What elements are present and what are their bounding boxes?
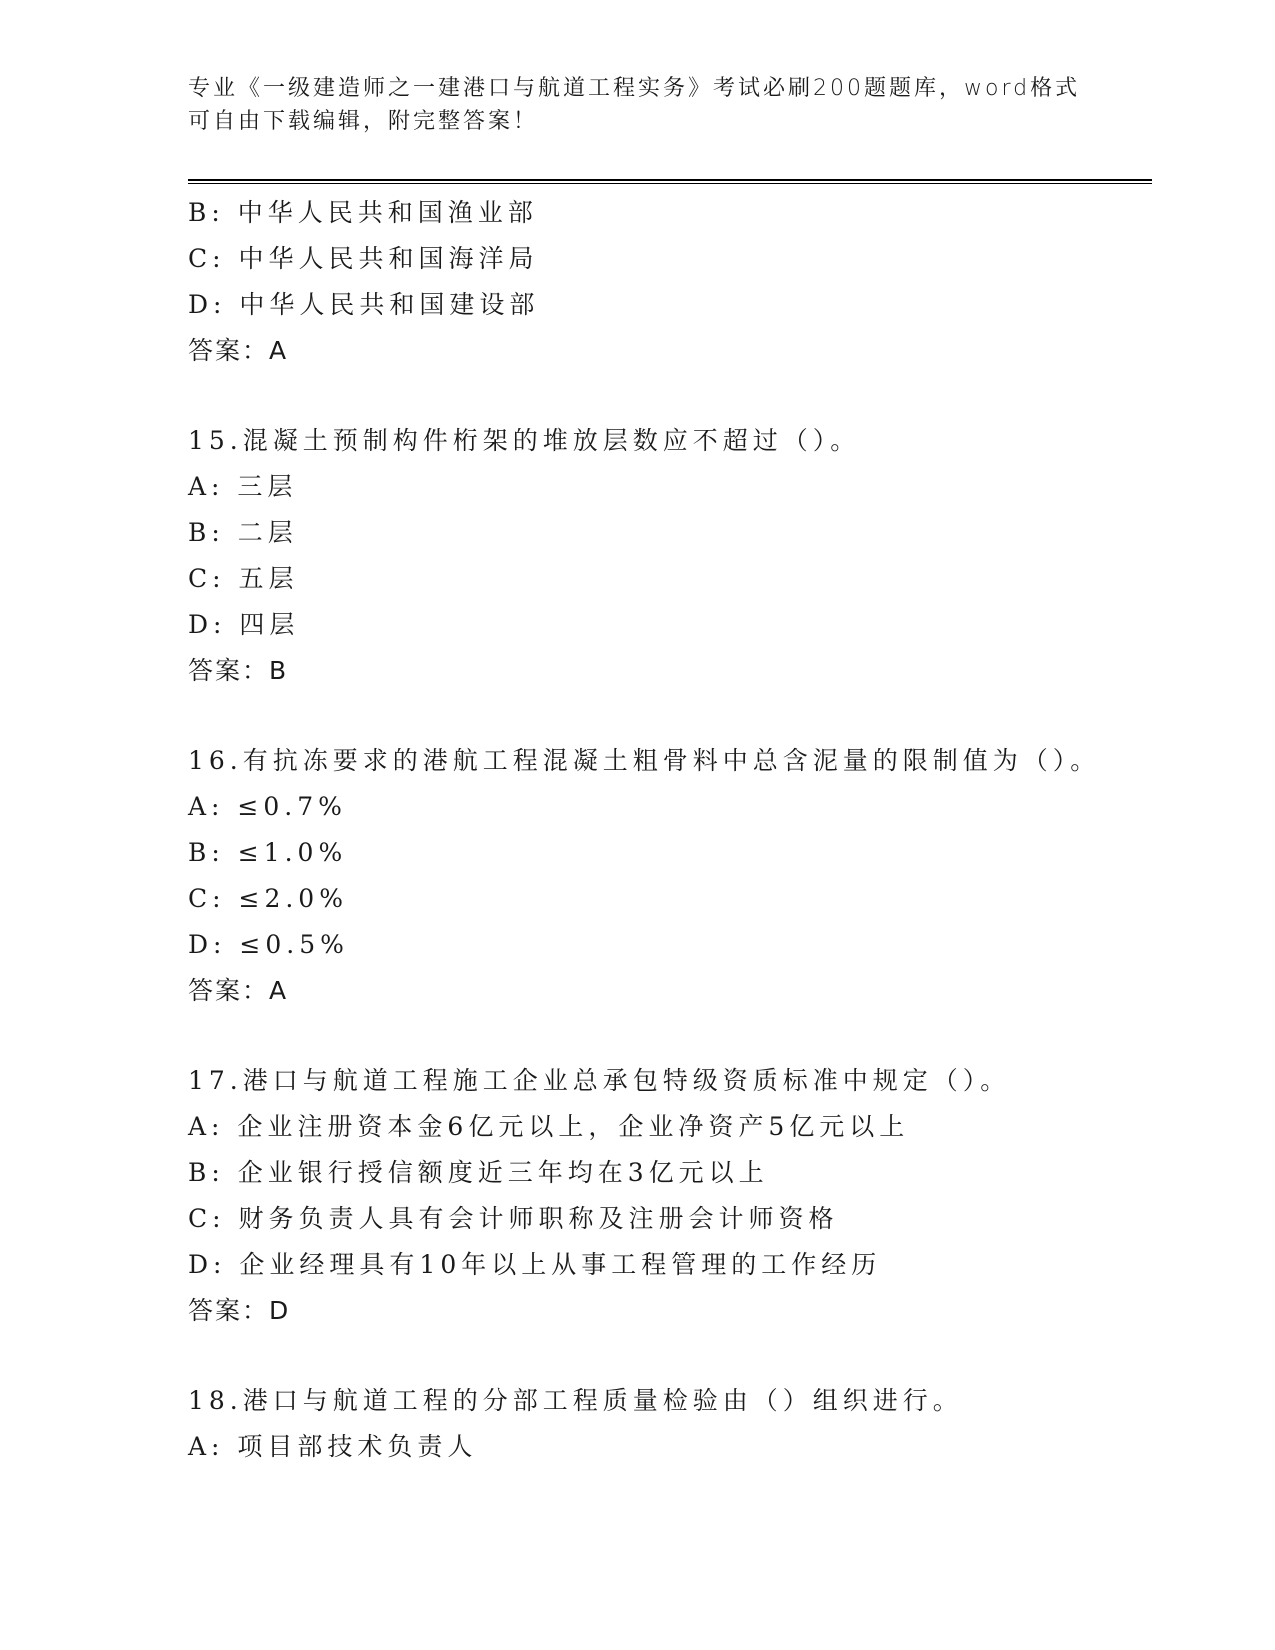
answer-line: 答案：D [188, 1296, 291, 1325]
question-stem: 17.港口与航道工程施工企业总承包特级资质标准中规定（）。 [188, 1066, 1011, 1095]
question-stem: 18.港口与航道工程的分部工程质量检验由（）组织进行。 [188, 1386, 963, 1415]
option-c: C: 五层 [188, 564, 299, 593]
document-header [188, 72, 1088, 138]
header-line-2: 可自由下载编辑，附完整答案！ [188, 109, 539, 134]
question-stem: 15.混凝土预制构件桁架的堆放层数应不超过（）。 [188, 426, 861, 455]
option-a: A: 三层 [188, 472, 298, 501]
option-d: D: ≤0.5% [188, 930, 349, 959]
question-block-17 [188, 1058, 1148, 1334]
option-a: A: 项目部技术负责人 [188, 1432, 478, 1461]
answer-line: 答案：B [188, 656, 289, 685]
option-b: B: 企业银行授信额度近三年均在3亿元以上 [188, 1158, 769, 1187]
option-a: A: ≤0.7% [188, 792, 347, 821]
answer-line: 答案：A [188, 336, 289, 365]
question-block-14 [188, 190, 1148, 374]
option-a: A: 企业注册资本金6亿元以上，企业净资产5亿元以上 [188, 1112, 910, 1141]
header-rule-thick [188, 179, 1152, 181]
answer-line: 答案：A [188, 976, 289, 1005]
option-b: B: 二层 [188, 518, 298, 547]
option-b: B: ≤1.0% [188, 838, 348, 867]
question-stem: 16.有抗冻要求的港航工程混凝土粗骨料中总含泥量的限制值为（）。 [188, 746, 1101, 775]
option-d: D: 企业经理具有10年以上从事工程管理的工作经历 [188, 1250, 882, 1279]
header-line-1: 专业《一级建造师之一建港口与航道工程实务》考试必刷200题题库，word格式 [188, 76, 1081, 101]
option-c: C: 中华人民共和国海洋局 [188, 244, 539, 273]
option-c: C: 财务负责人具有会计师职称及注册会计师资格 [188, 1204, 839, 1233]
question-list [188, 190, 1148, 1470]
question-block-18 [188, 1378, 1148, 1470]
option-b: B: 中华人民共和国渔业部 [188, 198, 538, 227]
question-block-15 [188, 418, 1148, 694]
option-c: C: ≤2.0% [188, 884, 348, 913]
option-d: D: 中华人民共和国建设部 [188, 290, 540, 319]
option-d: D: 四层 [188, 610, 300, 639]
header-rule-thin [188, 183, 1152, 184]
question-block-16 [188, 738, 1148, 1014]
